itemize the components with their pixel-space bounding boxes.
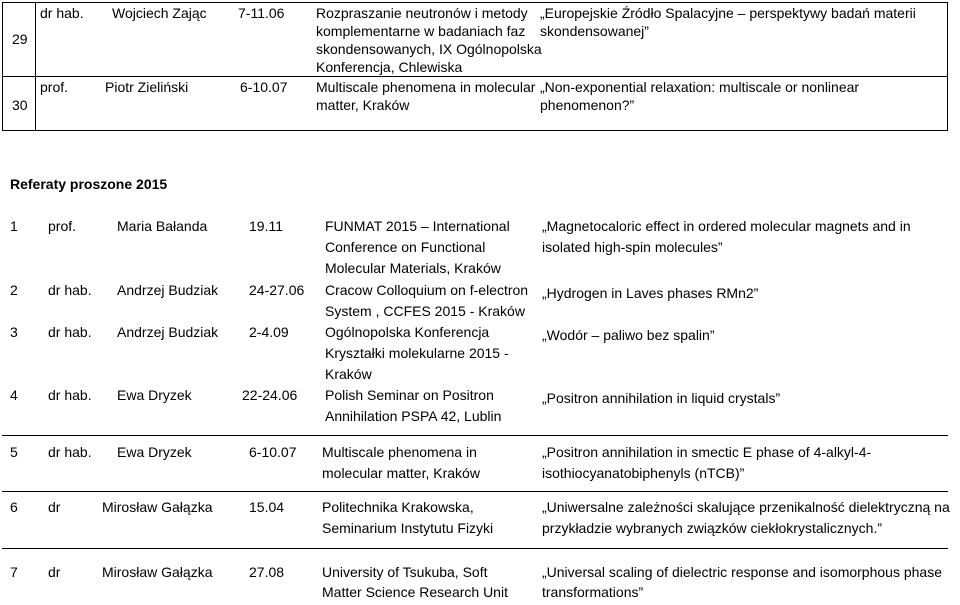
event-line: Matter Science Research Unit <box>322 584 508 600</box>
event-line: molecular matter, Kraków <box>322 465 480 481</box>
topic-line: isothiocyanatobiphenyls (nTCB)” <box>542 465 745 481</box>
event-date: 19.11 <box>249 218 283 234</box>
topic-line: skondensowanej” <box>540 23 649 39</box>
row-number: 30 <box>12 97 28 113</box>
speaker-name: Mirosław Gałązka <box>102 499 213 515</box>
speaker-name: Andrzej Budziak <box>117 324 219 340</box>
speaker-name: Mirosław Gałązka <box>102 564 213 580</box>
row-number: 5 <box>10 444 18 460</box>
event-date: 15.04 <box>249 499 285 515</box>
row-number: 1 <box>10 218 18 234</box>
academic-title: dr hab. <box>48 324 92 340</box>
row-number: 3 <box>10 324 18 340</box>
topic-line: „Non-exponential relaxation: multiscale or nonlinear <box>540 79 860 95</box>
event-date: 6-10.07 <box>249 444 297 460</box>
top-table-border-right <box>947 2 948 130</box>
speaker-name: Ewa Dryzek <box>117 444 192 460</box>
event-line: Ogólnopolska Konferencja <box>325 324 490 340</box>
event-date: 22-24.06 <box>242 387 298 403</box>
event-line: Kraków <box>325 366 372 382</box>
event-line: matter, Kraków <box>316 97 410 113</box>
academic-title: dr hab. <box>48 387 92 403</box>
topic-line: „Europejskie Źródło Spalacyjne – perspektywy badań materii <box>540 5 916 21</box>
row-number: 7 <box>10 564 18 580</box>
event-date: 7-11.06 <box>238 5 285 21</box>
event-line: skondensowanych, IX Ogólnopolska <box>316 41 542 57</box>
event-line: System , CCFES 2015 - Kraków <box>325 303 525 319</box>
section-title: Referaty proszone 2015 <box>10 176 168 192</box>
top-table-row-divider <box>2 76 948 77</box>
event-line: Politechnika Krakowska, <box>322 499 474 515</box>
event-date: 27.08 <box>249 564 285 580</box>
row-separator <box>2 491 948 492</box>
event-line: University of Tsukuba, Soft <box>322 564 488 580</box>
event-date: 2-4.09 <box>249 324 289 340</box>
event-line: FUNMAT 2015 – International <box>325 218 510 234</box>
event-line: Konferencja, Chlewiska <box>316 59 463 75</box>
academic-title: dr hab. <box>48 282 92 298</box>
topic-line: „Positron annihilation in liquid crystals” <box>542 390 781 406</box>
academic-title: prof. <box>40 79 69 95</box>
event-line: Rozpraszanie neutronów i metody <box>316 5 528 21</box>
speaker-name: Maria Bałanda <box>117 218 208 234</box>
speaker-name: Piotr Zieliński <box>105 79 189 95</box>
topic-line: „Universal scaling of dielectric response and isomorphous phase <box>542 564 942 580</box>
speaker-name: Ewa Dryzek <box>117 387 192 403</box>
row-number: 6 <box>10 499 18 515</box>
speaker-name: Andrzej Budziak <box>117 282 219 298</box>
top-table-col-divider <box>35 2 36 130</box>
top-table-border-top <box>2 2 948 3</box>
speaker-name: Wojciech Zając <box>112 5 207 21</box>
academic-title: dr <box>48 564 61 580</box>
topic-line: isolated high-spin molecules” <box>542 239 723 255</box>
event-line: Multiscale phenomena in <box>322 444 477 460</box>
row-number: 2 <box>10 282 18 298</box>
event-line: Annihilation PSPA 42, Lublin <box>325 408 502 424</box>
topic-line: transformations” <box>542 584 644 600</box>
row-separator <box>2 548 948 549</box>
event-line: Kryształki molekularne 2015 - <box>325 345 509 361</box>
event-line: Molecular Materials, Kraków <box>325 260 501 276</box>
event-line: Multiscale phenomena in molecular <box>316 79 536 95</box>
topic-line: „Magnetocaloric effect in ordered molecular magnets and in <box>542 218 911 234</box>
row-separator <box>2 435 948 436</box>
academic-title: prof. <box>48 218 77 234</box>
event-line: Cracow Colloquium on f-electron <box>325 282 529 298</box>
event-line: Conference on Functional <box>325 239 486 255</box>
topic-line: „Hydrogen in Laves phases RMn2” <box>542 285 759 301</box>
topic-line: przykładzie wybranych związków ciekłokrystalicznych.” <box>542 520 882 536</box>
event-line: Seminarium Instytutu Fizyki <box>322 520 494 536</box>
top-table-border-left <box>2 2 3 130</box>
row-number: 29 <box>12 31 28 47</box>
topic-line: „Uniwersalne zależności skalujące przenikalność dielektryczną na <box>542 499 950 515</box>
topic-line: phenomenon?” <box>540 97 635 113</box>
academic-title: dr hab. <box>48 444 92 460</box>
event-line: Polish Seminar on Positron <box>325 387 494 403</box>
academic-title: dr <box>48 499 61 515</box>
event-date: 24-27.06 <box>249 282 305 298</box>
row-number: 4 <box>10 387 18 403</box>
event-date: 6-10.07 <box>240 79 288 95</box>
academic-title: dr hab. <box>40 5 84 21</box>
topic-line: „Wodór – paliwo bez spalin” <box>542 327 715 343</box>
top-table-border-bottom <box>2 130 948 131</box>
event-line: komplementarne w badaniach faz <box>316 23 526 39</box>
topic-line: „Positron annihilation in smectic E phase of 4-alkyl-4- <box>542 444 872 460</box>
